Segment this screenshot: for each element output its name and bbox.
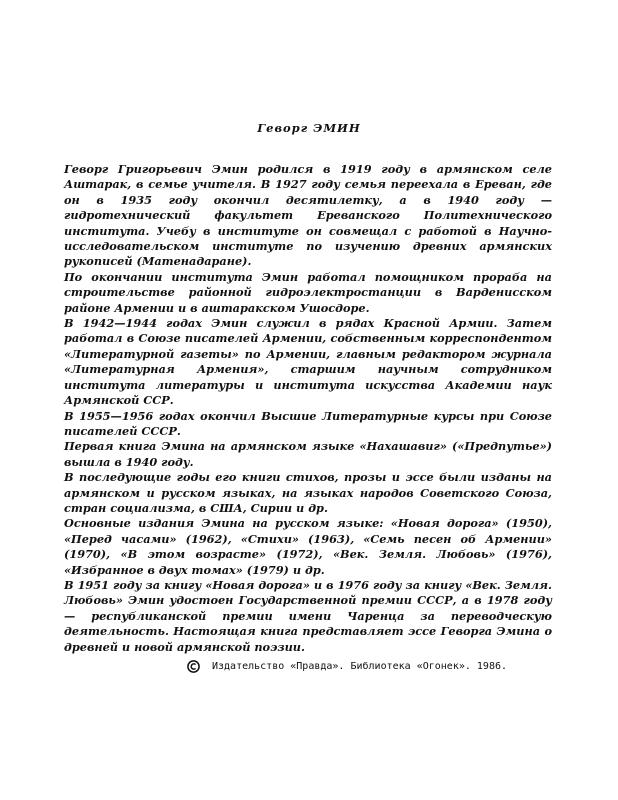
biography-text (64, 162, 552, 655)
paragraph-publications: В последующие годы его книги стихов, прозы и эссе были изданы на армянском и русском языках, на языках народов Советского Союза, стран социализма, в США, Сирии и др. (64, 470, 552, 515)
copyright-text: Издательство «Правда». Библиотека «Огонек». 1986. (212, 661, 508, 672)
paragraph-army-and-career: В 1942—1944 годах Эмин служил в рядах Красной Армии. Затем работал в Союзе писателей Армении, собственным корреспондентом «Литературной газеты» по Армении, главным редактором журнала «Литературная Армения», старшим научным сотрудником института литературы и института искусства Академии наук Армянской ССР. (64, 316, 552, 408)
paragraph-literary-courses: В 1955—1956 годах окончил Высшие Литературные курсы при Союзе писателей СССР. (64, 408, 552, 438)
paragraph-russian-editions: Основные издания Эмина на русском языке: «Новая дорога» (1950), «Перед часами» (1962), «Стихи» (1963), «Семь песен об Армении» (1970), «В этом возрасте» (1972), «Век. Земля. Любовь» (1976), «Избранное в двух томах» (1979) и др. (64, 516, 552, 577)
copyright-icon (187, 660, 200, 673)
copyright-line (187, 660, 567, 673)
paragraph-awards: В 1951 году за книгу «Новая дорога» и в 1976 году за книгу «Век. Земля. Любовь» Эмин удостоен Государственной премии СССР, а в 1978 году — республиканской премии имени Чаренца за переводческую деятельность. Настоящая книга представляет эссе Геворга Эмина о древней и новой армянской поэзии. (64, 577, 552, 654)
page-title: Геворг ЭМИН (257, 121, 361, 135)
paragraph-first-book: Первая книга Эмина на армянском языке «Нахашавиг» («Предпутье») вышла в 1940 году. (64, 439, 552, 469)
paragraph-early-life: Геворг Григорьевич Эмин родился в 1919 году в армянском селе Аштарак, в семье учителя. В 1927 году семья переехала в Ереван, где он в 1935 году окончил десятилетку, а в 1940 году — гидротехнический факультет Ереванского Политехнического института. Учебу в институте он совмещал с работой в Научно-исследовательском институте по изучению древних армянских рукописей (Матенадаране). (64, 162, 552, 269)
paragraph-first-work: По окончании института Эмин работал помощником прораба на строительстве районной гидроэлектростанции в Варденисском районе Армении и в аштаракском Ушосдоре. (64, 269, 552, 315)
